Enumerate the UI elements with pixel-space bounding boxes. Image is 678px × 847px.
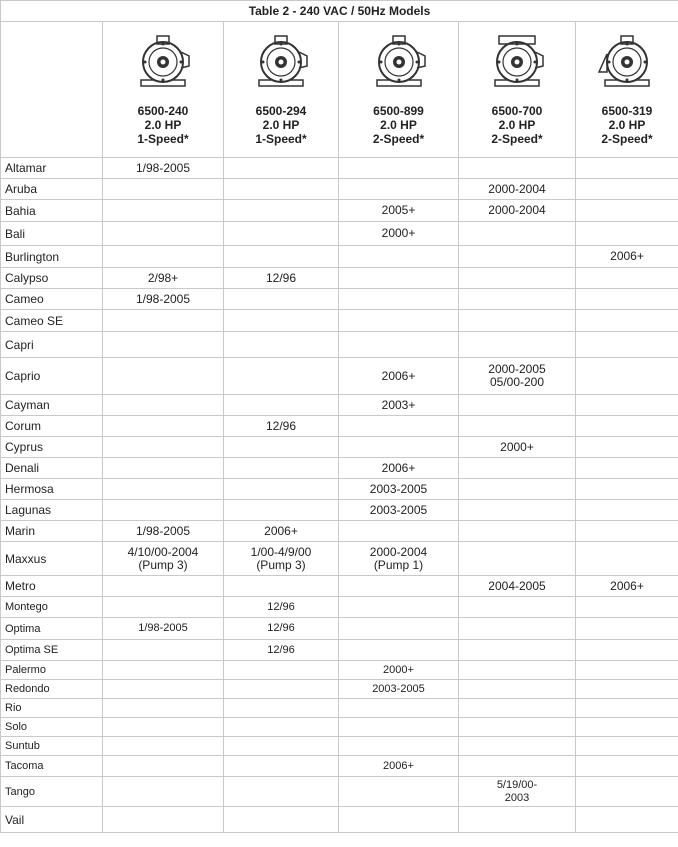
table-row — [1, 268, 678, 289]
spa-model-name: Tango — [1, 777, 103, 807]
table-cell: 2006+ — [576, 246, 678, 268]
table-cell: 12/96 — [224, 618, 339, 640]
table-cell — [576, 500, 678, 521]
column-speed: 2-Speed* — [372, 132, 425, 146]
column-hp: 2.0 HP — [498, 118, 536, 132]
table-cell: 2000+ — [459, 437, 576, 458]
table-cell: 1/98-2005 — [103, 521, 224, 542]
table-row — [1, 597, 678, 618]
spa-model-name: Altamar — [1, 158, 103, 179]
table-cell — [459, 416, 576, 437]
table-cell: 2000-2004 — [459, 179, 576, 200]
table-cell — [103, 807, 224, 833]
table-cell — [339, 310, 459, 332]
table-row — [1, 416, 678, 437]
spa-model-name: Cayman — [1, 395, 103, 416]
table-cell — [576, 479, 678, 500]
pump-icon — [487, 32, 547, 92]
table-cell — [459, 222, 576, 246]
table-cell — [224, 807, 339, 833]
spa-model-name: Calypso — [1, 268, 103, 289]
table-cell — [339, 268, 459, 289]
spa-model-name: Bahia — [1, 200, 103, 222]
table-cell: 2006+ — [339, 756, 459, 777]
table-cell — [339, 158, 459, 179]
table-cell — [459, 661, 576, 680]
table-cell — [459, 310, 576, 332]
table-cell — [459, 618, 576, 640]
table-cell: 5/19/00- 2003 — [459, 777, 576, 807]
table-cell — [459, 395, 576, 416]
table-cell — [224, 756, 339, 777]
table-cell — [459, 680, 576, 699]
table-cell: 2003-2005 — [339, 479, 459, 500]
table-cell — [576, 416, 678, 437]
table-cell — [224, 158, 339, 179]
table-cell — [103, 597, 224, 618]
spa-model-name: Burlington — [1, 246, 103, 268]
table-cell: 12/96 — [224, 597, 339, 618]
spa-model-name: Tacoma — [1, 756, 103, 777]
column-header — [103, 22, 224, 158]
column-model: 6500-319 — [601, 104, 653, 118]
table-cell — [339, 597, 459, 618]
table-cell — [576, 200, 678, 222]
column-model: 6500-294 — [255, 104, 307, 118]
table-cell — [576, 358, 678, 395]
spa-model-name: Hermosa — [1, 479, 103, 500]
table-cell — [103, 332, 224, 358]
table-cell — [224, 222, 339, 246]
table-cell — [459, 158, 576, 179]
table-cell — [103, 395, 224, 416]
table-cell — [576, 179, 678, 200]
table-cell — [224, 458, 339, 479]
table-cell — [459, 332, 576, 358]
table-cell — [224, 395, 339, 416]
table-cell: 1/00-4/9/00 (Pump 3) — [224, 542, 339, 576]
column-hp: 2.0 HP — [144, 118, 182, 132]
header-row — [1, 22, 678, 158]
table-cell — [576, 699, 678, 718]
table-cell: 2003-2005 — [339, 680, 459, 699]
table-cell: 2006+ — [224, 521, 339, 542]
spa-model-name: Aruba — [1, 179, 103, 200]
table-cell — [459, 500, 576, 521]
table-cell — [103, 358, 224, 395]
column-hp: 2.0 HP — [380, 118, 417, 132]
table-cell: 1/98-2005 — [103, 289, 224, 310]
table-cell — [459, 597, 576, 618]
table-row — [1, 358, 678, 395]
table-row — [1, 310, 678, 332]
table-cell: 1/98-2005 — [103, 618, 224, 640]
column-header — [576, 22, 678, 158]
spa-model-name: Lagunas — [1, 500, 103, 521]
table-cell — [459, 246, 576, 268]
spa-model-name: Cyprus — [1, 437, 103, 458]
spa-model-name: Suntub — [1, 737, 103, 756]
table-cell — [224, 179, 339, 200]
table-row — [1, 222, 678, 246]
table-cell — [103, 179, 224, 200]
pump-icon — [597, 32, 657, 92]
table-cell — [459, 718, 576, 737]
table-cell — [459, 479, 576, 500]
table-cell: 2006+ — [576, 576, 678, 597]
table-cell — [339, 807, 459, 833]
table-cell: 2003+ — [339, 395, 459, 416]
table-row — [1, 332, 678, 358]
table-cell — [576, 777, 678, 807]
table-row — [1, 618, 678, 640]
table-row — [1, 756, 678, 777]
column-speed: 2-Speed* — [601, 132, 653, 146]
spa-model-name: Marin — [1, 521, 103, 542]
spa-model-name: Bali — [1, 222, 103, 246]
table-cell — [103, 458, 224, 479]
column-header — [339, 22, 459, 158]
table-cell — [576, 756, 678, 777]
table-cell — [576, 458, 678, 479]
table-cell — [103, 479, 224, 500]
spa-model-name: Cameo SE — [1, 310, 103, 332]
column-speed: 2-Speed* — [491, 132, 543, 146]
table-cell: 2000+ — [339, 222, 459, 246]
spa-model-name: Palermo — [1, 661, 103, 680]
pump-icon — [251, 32, 311, 92]
table-cell — [339, 416, 459, 437]
table-title: Table 2 - 240 VAC / 50Hz Models — [1, 1, 678, 22]
table-cell — [224, 500, 339, 521]
table-row — [1, 576, 678, 597]
table-cell — [339, 640, 459, 661]
table-row — [1, 640, 678, 661]
table-cell — [459, 268, 576, 289]
table-cell — [103, 576, 224, 597]
spa-model-name: Metro — [1, 576, 103, 597]
table-cell — [224, 246, 339, 268]
table-cell — [103, 246, 224, 268]
table-row — [1, 737, 678, 756]
table-cell — [576, 521, 678, 542]
table-cell — [576, 618, 678, 640]
table-cell — [103, 661, 224, 680]
table-cell: 2006+ — [339, 358, 459, 395]
column-model: 6500-899 — [373, 104, 424, 118]
table-cell — [459, 807, 576, 833]
column-hp: 2.0 HP — [608, 118, 646, 132]
spa-model-name: Solo — [1, 718, 103, 737]
table-cell — [459, 756, 576, 777]
table-cell — [576, 640, 678, 661]
table-cell — [224, 737, 339, 756]
table-cell — [339, 437, 459, 458]
spa-model-name: Vail — [1, 807, 103, 833]
table-cell: 12/96 — [224, 416, 339, 437]
table-cell — [576, 737, 678, 756]
table-cell — [339, 179, 459, 200]
table-cell — [576, 289, 678, 310]
table-cell — [459, 542, 576, 576]
table-row — [1, 777, 678, 807]
table-cell — [339, 289, 459, 310]
table-cell — [103, 222, 224, 246]
table-cell — [339, 718, 459, 737]
table-cell — [576, 222, 678, 246]
table-row — [1, 807, 678, 833]
table-cell — [103, 437, 224, 458]
table-cell — [103, 500, 224, 521]
table-cell — [103, 718, 224, 737]
table-cell — [224, 680, 339, 699]
table-cell: 2006+ — [339, 458, 459, 479]
table-cell — [224, 358, 339, 395]
table-cell — [576, 395, 678, 416]
table-cell: 1/98-2005 — [103, 158, 224, 179]
table-row — [1, 479, 678, 500]
table-cell — [224, 437, 339, 458]
table-cell — [224, 310, 339, 332]
table-cell — [576, 332, 678, 358]
table-cell: 2000-2004 — [459, 200, 576, 222]
spa-model-name: Montego — [1, 597, 103, 618]
table-cell — [103, 200, 224, 222]
column-header — [459, 22, 576, 158]
spa-model-name: Rio — [1, 699, 103, 718]
pump-icon — [369, 32, 429, 92]
table-cell — [576, 718, 678, 737]
table-row — [1, 289, 678, 310]
table-cell — [576, 437, 678, 458]
table-cell — [576, 542, 678, 576]
table-cell: 12/96 — [224, 640, 339, 661]
table-cell — [339, 246, 459, 268]
table-cell — [103, 737, 224, 756]
table-cell: 12/96 — [224, 268, 339, 289]
table-row — [1, 699, 678, 718]
spa-model-name: Maxxus — [1, 542, 103, 576]
table-row — [1, 246, 678, 268]
table-row — [1, 542, 678, 576]
table-cell: 2005+ — [339, 200, 459, 222]
table-cell — [224, 479, 339, 500]
table-cell — [339, 699, 459, 718]
table-cell — [103, 777, 224, 807]
table-cell — [103, 310, 224, 332]
corner-cell — [1, 22, 103, 158]
spa-model-name: Caprio — [1, 358, 103, 395]
table-cell — [103, 640, 224, 661]
table-cell — [576, 807, 678, 833]
table-cell: 2004-2005 — [459, 576, 576, 597]
spa-model-name: Optima SE — [1, 640, 103, 661]
spa-model-name: Cameo — [1, 289, 103, 310]
table-row — [1, 158, 678, 179]
table-cell — [339, 777, 459, 807]
table-row — [1, 500, 678, 521]
spa-model-name: Capri — [1, 332, 103, 358]
table-cell — [459, 289, 576, 310]
table-cell — [224, 576, 339, 597]
table-row — [1, 661, 678, 680]
spa-model-name: Corum — [1, 416, 103, 437]
table-row — [1, 680, 678, 699]
table-cell — [224, 332, 339, 358]
table-cell — [339, 618, 459, 640]
table-cell — [224, 289, 339, 310]
column-model: 6500-700 — [491, 104, 543, 118]
column-model: 6500-240 — [137, 104, 189, 118]
table-cell — [339, 521, 459, 542]
table-cell — [103, 680, 224, 699]
table-cell: 2/98+ — [103, 268, 224, 289]
pump-icon — [133, 32, 193, 92]
table-cell — [339, 576, 459, 597]
table-row — [1, 521, 678, 542]
table-cell — [224, 661, 339, 680]
table-cell: 2000+ — [339, 661, 459, 680]
table-cell — [576, 661, 678, 680]
table-cell — [224, 200, 339, 222]
spa-model-name: Optima — [1, 618, 103, 640]
table-cell — [103, 416, 224, 437]
table-cell — [224, 718, 339, 737]
table-cell — [576, 158, 678, 179]
table-cell — [339, 332, 459, 358]
table-cell — [459, 521, 576, 542]
table-row — [1, 179, 678, 200]
table-cell — [459, 699, 576, 718]
table-cell — [576, 268, 678, 289]
table-cell: 4/10/00-2004 (Pump 3) — [103, 542, 224, 576]
table-cell — [224, 777, 339, 807]
spa-model-name: Denali — [1, 458, 103, 479]
column-speed: 1-Speed* — [255, 132, 307, 146]
table-cell: 2000-2004 (Pump 1) — [339, 542, 459, 576]
table-cell — [459, 737, 576, 756]
table-cell — [576, 680, 678, 699]
table-row — [1, 395, 678, 416]
column-header — [224, 22, 339, 158]
table-cell — [576, 597, 678, 618]
table-cell — [103, 756, 224, 777]
table-cell — [576, 310, 678, 332]
column-hp: 2.0 HP — [262, 118, 300, 132]
table-cell — [459, 640, 576, 661]
table-cell — [459, 458, 576, 479]
table-cell: 2000-2005 05/00-200 — [459, 358, 576, 395]
table-row — [1, 718, 678, 737]
table-cell — [339, 737, 459, 756]
column-speed: 1-Speed* — [137, 132, 189, 146]
table-row — [1, 437, 678, 458]
spa-model-name: Redondo — [1, 680, 103, 699]
table-cell — [103, 699, 224, 718]
table-cell — [224, 699, 339, 718]
table-row — [1, 458, 678, 479]
table-cell: 2003-2005 — [339, 500, 459, 521]
table-row — [1, 200, 678, 222]
